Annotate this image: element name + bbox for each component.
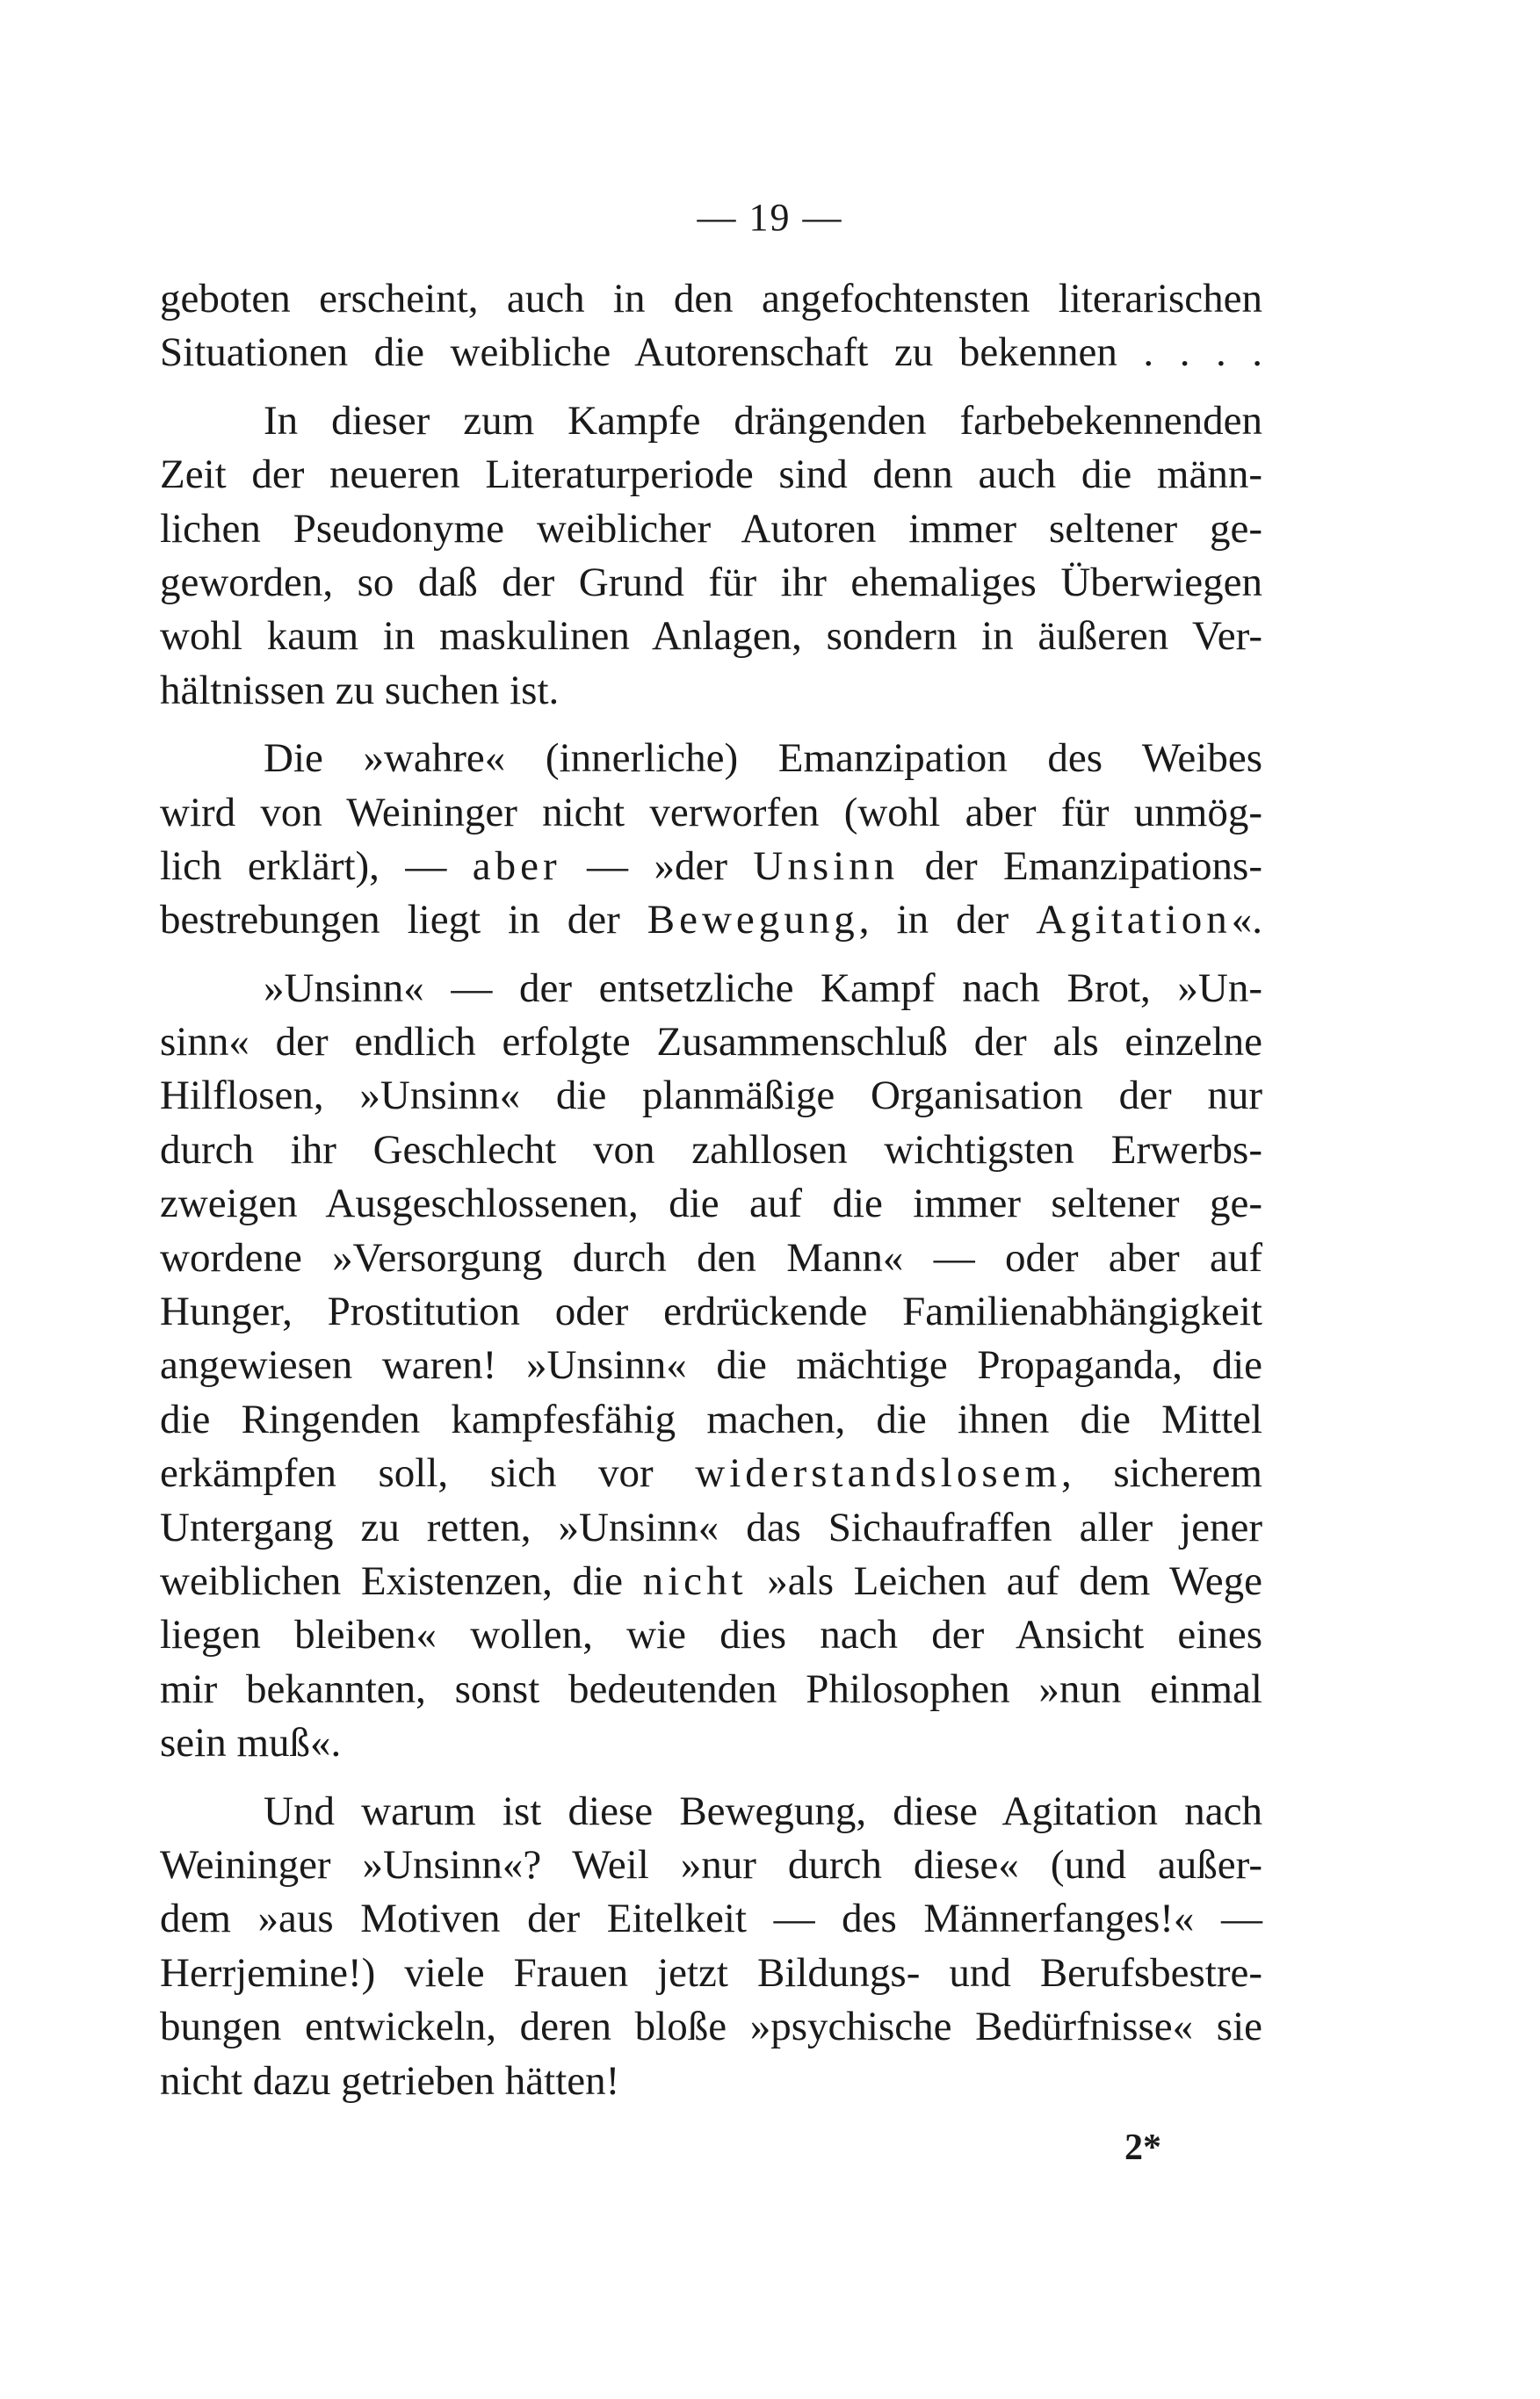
text-line: weiblichen Existenzen, die nicht »als Leichen auf dem Wege: [160, 1557, 1262, 1604]
text-line: wohl kaum in maskulinen Anlagen, sondern in äußeren Ver-: [160, 613, 1262, 660]
text-line: angewiesen waren! »Unsinn« die mächtige Propaganda, die: [160, 1342, 1262, 1389]
text-line: dem »aus Motiven der Eitelkeit — des Männerfanges!« —: [160, 1896, 1262, 1942]
body-text: [160, 272, 1262, 2108]
text-line: lich erklärt), — aber — »der Unsinn der Emanzipations-: [160, 842, 1262, 889]
text-line: Die »wahre« (innerliche) Emanzipation des Weibes: [264, 735, 1262, 782]
spaced-word: Unsinn: [753, 842, 900, 889]
spaced-word: nicht: [642, 1557, 748, 1604]
text-line: »Unsinn« — der entsetzliche Kampf nach Brot, »Un-: [264, 965, 1262, 1011]
text-line: Weininger »Unsinn«? Weil »nur durch diese« (und außer-: [160, 1841, 1262, 1888]
text-line: liegen bleiben« wollen, wie dies nach der Ansicht eines: [160, 1612, 1262, 1658]
text-line: nicht dazu getrieben hätten!: [160, 2057, 620, 2104]
text-line: geboten erscheint, auch in den angefochtensten literarischen: [160, 276, 1262, 322]
signature-mark: 2*: [1124, 2128, 1161, 2168]
text-line: die Ringenden kampfesfähig machen, die ihnen die Mittel: [160, 1396, 1262, 1442]
text-line: Hilflosen, »Unsinn« die planmäßige Organisation der nur: [160, 1073, 1262, 1119]
spaced-word: Agitation: [1036, 897, 1232, 943]
text-line: sinn« der endlich erfolgte Zusammenschluß der als einzelne: [160, 1019, 1262, 1066]
text-line: mir bekannten, sonst bedeutenden Philosophen »nun einmal: [160, 1666, 1262, 1712]
text-line: bestrebungen liegt in der Bewegung, in der Agitation«.: [160, 897, 1262, 943]
text-line: lichen Pseudonyme weiblicher Autoren immer seltener ge-: [160, 505, 1262, 552]
text-line: In dieser zum Kampfe drängenden farbebekennenden: [264, 397, 1262, 444]
text-line: Hunger, Prostitution oder erdrückende Familienabhängigkeit: [160, 1289, 1262, 1335]
text-line: erkämpfen soll, sich vor widerstandslosem, sicherem: [160, 1450, 1262, 1497]
text-line: Und warum ist diese Bewegung, diese Agitation nach: [264, 1788, 1262, 1834]
paragraph-3: [160, 732, 1262, 948]
text-line: zweigen Ausgeschlossenen, die auf die immer seltener ge-: [160, 1181, 1262, 1227]
paragraph-5: [160, 1785, 1262, 2108]
text-line: durch ihr Geschlecht von zahllosen wichtigsten Erwerbs-: [160, 1126, 1262, 1173]
paragraph-4: [160, 962, 1262, 1771]
text-line: geworden, so daß der Grund für ihr ehemaliges Überwiegen: [160, 559, 1262, 605]
text-line: Zeit der neueren Literaturperiode sind denn auch die männ-: [160, 452, 1262, 498]
spaced-word: Bewegung: [647, 897, 859, 943]
paragraph-2: [160, 394, 1262, 718]
text-line: Situationen die weibliche Autorenschaft zu bekennen . . . .: [160, 329, 1262, 376]
text-line: wordene »Versorgung durch den Mann« — oder aber auf: [160, 1234, 1262, 1281]
text-line: Untergang zu retten, »Unsinn« das Sichaufraffen aller jener: [160, 1504, 1262, 1550]
text-line: wird von Weininger nicht verworfen (wohl aber für unmög-: [160, 789, 1262, 835]
page-number: — 19 —: [697, 196, 843, 239]
text-line: hältnissen zu suchen ist.: [160, 667, 560, 713]
spaced-word: aber: [472, 842, 561, 889]
spaced-word: widerstandslosem: [695, 1450, 1062, 1497]
text-line: bungen entwickeln, deren bloße »psychische Bedürfnisse« sie: [160, 2004, 1262, 2050]
paragraph-1: [160, 272, 1262, 380]
text-line: sein muß«.: [160, 1720, 342, 1767]
text-line: Herrjemine!) viele Frauen jetzt Bildungs- und Berufsbestre-: [160, 1949, 1262, 1996]
